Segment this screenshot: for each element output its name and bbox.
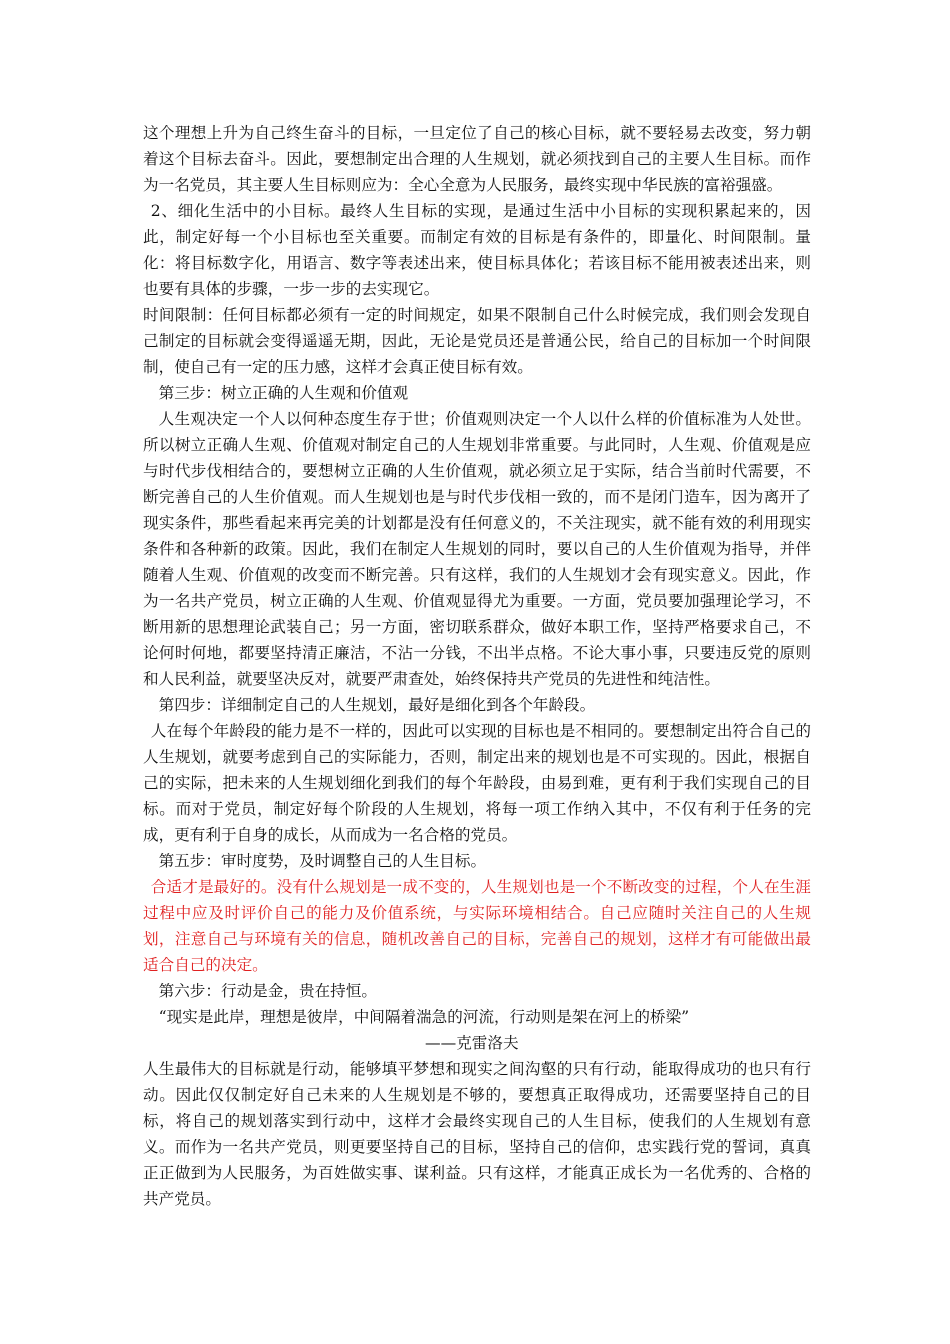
paragraph-values: 人生观决定一个人以何种态度生存于世；价值观则决定一个人以什么样的价值标准为人处世。所以树立正确人生观、价值观对制定自己的人生规划非常重要。与此同时，人生观、价值观是应与时代步伐相结合的，要想树立正确的人生价值观，就必须立足于实际，结合当前时代需要，不断完善自己的人生价值观。而人生规划也是与时代步伐相一致的，而不是闭门造车，因为离开了现实条件，那些看起来再完美的计划都是没有任何意义的，不关注现实，就不能有效的利用现实条件和各种新的政策。因此，我们在制定人生规划的同时，要以自己的人生价值观为指导，并伴随着人生观、价值观的改变而不断完善。只有这样，我们的人生规划才会有现实意义。因此，作为一名共产党员，树立正确的人生观、价值观显得尤为重要。一方面，党员要加强理论学习，不断用新的思想理论武装自己；另一方面，密切联系群众，做好本职工作，坚持严格要求自己，不论何时何地，都要坚持清正廉洁，不沾一分钱，不出半点格。不论大事小事，只要违反党的原则和人民利益，就要坚决反对，就要严肃查处，始终保持共产党员的先进性和纯洁性。 [143,410,811,688]
quote-author: ——克雷洛夫 [425,1034,519,1052]
paragraph-core-goal: 这个理想上升为自己终生奋斗的目标，一旦定位了自己的核心目标，就不要轻易去改变，努力朝着这个目标去奋斗。因此，要想制定出合理的人生规划，就必须找到自己的主要人生目标。而作为一名党员，其主要人生目标则应为：全心全意为人民服务，最终实现中华民族的富裕强盛。 [143,124,811,194]
paragraph-age-stages: 人在每个年龄段的能力是不一样的，因此可以实现的目标也是不相同的。要想制定出符合自己的人生规划，就要考虑到自己的实际能力，否则，制定出来的规划也是不可实现的。因此，根据自己的实际，把未来的人生规划细化到我们的每个年龄段，由易到难，更有利于我们实现自己的目标。而对于党员，制定好每个阶段的人生规划，将每一项工作纳入其中，不仅有利于任务的完成，更有利于自身的成长，从而成为一名合格的党员。 [143,722,811,844]
heading-step-three: 第三步：树立正确的人生观和价值观 [158,384,409,402]
heading-step-six: 第六步：行动是金，贵在持恒。 [158,982,377,1000]
document-page [143,120,811,1212]
heading-step-four: 第四步：详细制定自己的人生规划，最好是细化到各个年龄段。 [158,696,596,714]
paragraph-adjust-highlight: 合适才是最好的。没有什么规划是一成不变的，人生规划也是一个不断改变的过程，个人在生涯过程中应及时评价自己的能力及价值系统，与实际环境相结合。自己应随时关注自己的人生规划，注意自己与环境有关的信息，随机改善自己的目标，完善自己的规划，这样才有可能做出最适合自己的决定。 [143,878,811,974]
heading-step-five: 第五步：审时度势，及时调整自己的人生目标。 [158,852,487,870]
quote-text: “现实是此岸，理想是彼岸，中间隔着湍急的河流，行动则是架在河上的桥梁” [158,1008,690,1026]
paragraph-time-limit: 时间限制：任何目标都必须有一定的时间规定，如果不限制自己什么时候完成，我们则会发现自己制定的目标就会变得遥遥无期，因此，无论是党员还是普通公民，给自己的目标加一个时间限制，使自己有一定的压力感，这样才会真正使目标有效。 [143,306,811,376]
paragraph-action: 人生最伟大的目标就是行动，能够填平梦想和现实之间沟壑的只有行动，能取得成功的也只有行动。因此仅仅制定好自己未来的人生规划是不够的，要想真正取得成功，还需要坚持自己的目标，将自己的规划落实到行动中，这样才会最终实现自己的人生目标，使我们的人生规划有意义。而作为一名共产党员，则更要坚持自己的目标，坚持自己的信仰，忠实践行党的誓词，真真正正做到为人民服务，为百姓做实事、谋利益。只有这样，才能真正成长为一名优秀的、合格的共产党员。 [143,1060,811,1208]
paragraph-small-goals: 2、细化生活中的小目标。最终人生目标的实现，是通过生活中小目标的实现积累起来的，因此，制定好每一个小目标也至关重要。而制定有效的目标是有条件的，即量化、时间限制。量化：将目标数字化，用语言、数字等表述出来，使目标具体化；若该目标不能用被表述出来，则也要有具体的步骤，一步一步的去实现它。 [143,202,811,298]
